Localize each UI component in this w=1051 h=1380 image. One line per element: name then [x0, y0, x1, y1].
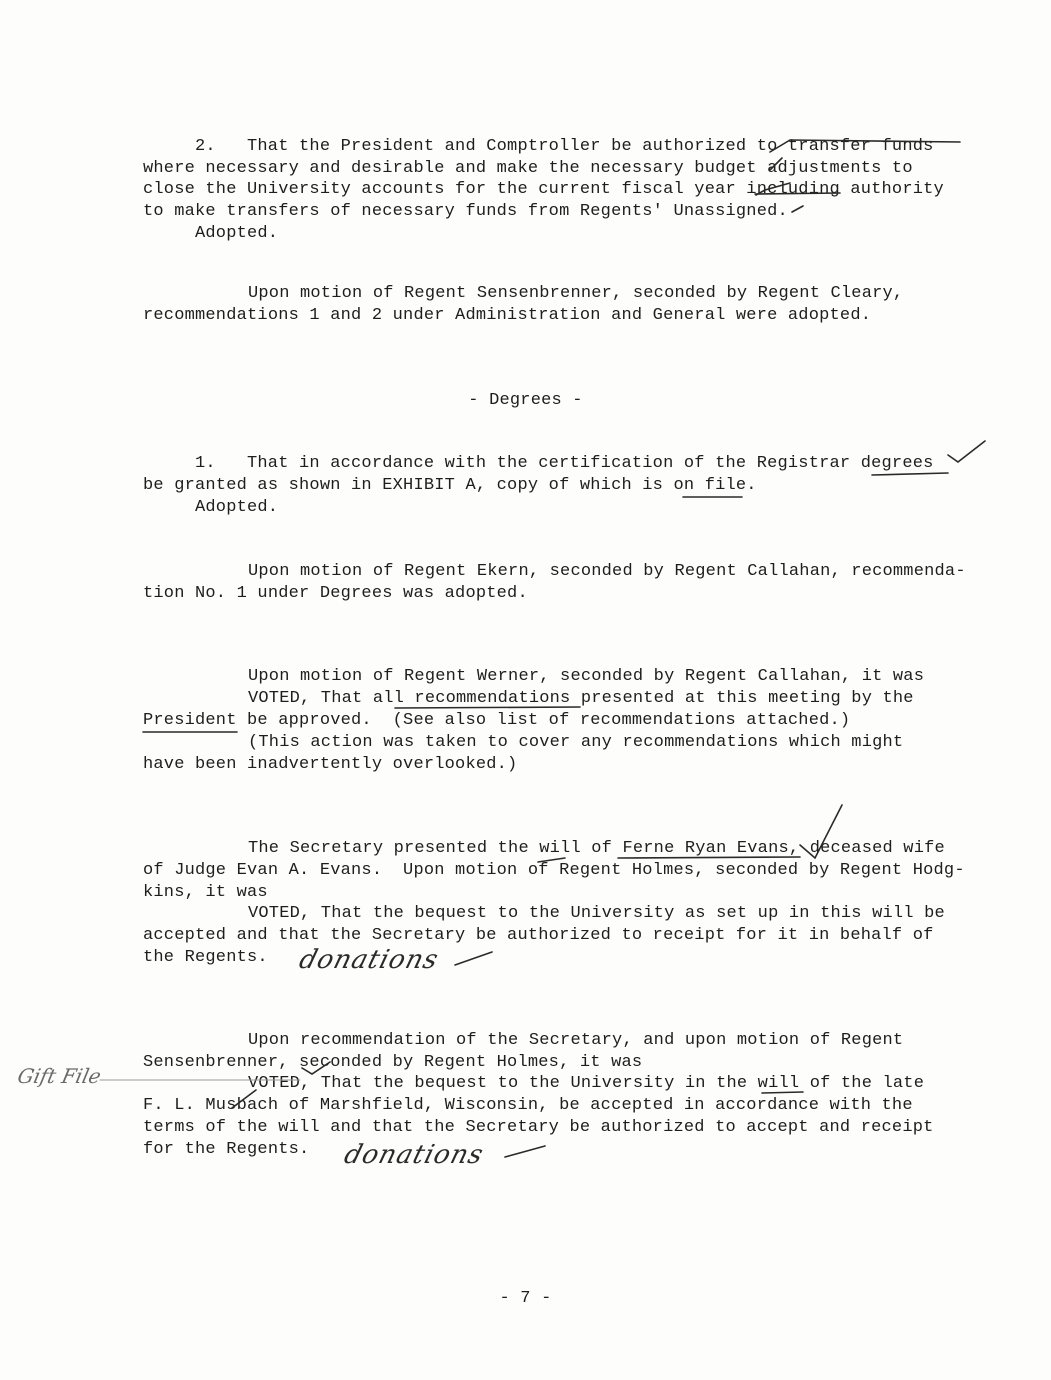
degrees-motion-line2: tion No. 1 under Degrees was adopted.	[143, 584, 528, 603]
underline-ferne-ryan-evans	[618, 857, 800, 858]
pen-stroke-musbach	[232, 1090, 256, 1108]
handwritten-annotation-donations: donations	[295, 945, 443, 975]
degrees-motion-line1: Upon motion of Regent Ekern, seconded by Regent Callahan, recommenda-	[248, 562, 966, 581]
admin-motion-line1: Upon motion of Regent Sensenbrenner, seconded by Regent Cleary,	[248, 284, 904, 303]
pen-stroke-budget	[770, 158, 782, 170]
werner-line5: have been inadvertently overlooked.)	[143, 755, 518, 774]
degrees-item1-line2: be granted as shown in EXHIBIT A, copy of which is on file.	[143, 476, 757, 495]
werner-line4: (This action was taken to cover any recommendations which might	[248, 733, 904, 752]
degrees-adopted: Adopted.	[195, 498, 279, 517]
musbach-line4: F. L. Musbach of Marshfield, Wisconsin, be accepted in accordance with the	[143, 1096, 913, 1115]
musbach-line2: Sensenbrenner, seconded by Regent Holmes, it was	[143, 1053, 643, 1072]
musbach-line1: Upon recommendation of the Secretary, and upon motion of Regent	[248, 1031, 904, 1050]
pen-stroke-unassigned	[792, 206, 803, 212]
musbach-line6: for the Regents.	[143, 1140, 310, 1159]
admin-motion-line2: recommendations 1 and 2 under Administration and General were adopted.	[143, 306, 872, 325]
underline-will	[762, 1092, 803, 1093]
admin-item2-line2: where necessary and desirable and make the necessary budget adjustments to	[143, 159, 913, 178]
page-number: - 7 -	[499, 1289, 552, 1308]
werner-line3: President be approved. (See also list of recommendations attached.)	[143, 711, 851, 730]
werner-line2: VOTED, That all recommendations presented at this meeting by the	[248, 689, 914, 708]
underline-recommendations	[395, 707, 580, 708]
evans-line4: VOTED, That the bequest to the University as set up in this will be	[248, 904, 945, 923]
admin-item2-line4: to make transfers of necessary funds from Regents' Unassigned.	[143, 202, 788, 221]
admin-item2-line1: 2. That the President and Comptroller be authorized to transfer funds	[195, 137, 934, 156]
pen-stroke-donations-2	[505, 1146, 545, 1157]
musbach-line3: VOTED, That the bequest to the University in the will of the late	[248, 1074, 925, 1093]
underline-degrees	[872, 473, 948, 475]
evans-line6: the Regents.	[143, 948, 268, 967]
werner-line1: Upon motion of Regent Werner, seconded by Regent Callahan, it was	[248, 667, 925, 686]
pen-stroke-of-regent	[538, 858, 565, 862]
check-mark-voted	[302, 1062, 330, 1074]
evans-line2: of Judge Evan A. Evans. Upon motion of Regent Holmes, seconded by Regent Hodg-	[143, 861, 965, 880]
musbach-line5: terms of the will and that the Secretary be authorized to accept and receipt	[143, 1118, 934, 1137]
handwritten-annotation-donations-2: donations	[340, 1140, 488, 1170]
margin-note-gift-file: Gift File	[15, 1064, 104, 1088]
section-heading-degrees: - Degrees -	[468, 391, 583, 410]
pen-stroke-transfer	[770, 140, 960, 152]
check-mark-evans	[800, 805, 842, 858]
evans-line3: kins, it was	[143, 883, 268, 902]
admin-item2-line3: close the University accounts for the current fiscal year including authority	[143, 180, 944, 199]
degrees-item1-line1: 1. That in accordance with the certification of the Registrar degrees	[195, 454, 934, 473]
check-mark-degrees	[948, 441, 985, 462]
pen-stroke-donations-1	[455, 952, 492, 965]
admin-adopted: Adopted.	[195, 224, 279, 243]
evans-line5: accepted and that the Secretary be authorized to receipt for it in behalf of	[143, 926, 934, 945]
evans-line1: The Secretary presented the will of Ferne Ryan Evans, deceased wife	[248, 839, 945, 858]
underline-including	[755, 193, 840, 194]
